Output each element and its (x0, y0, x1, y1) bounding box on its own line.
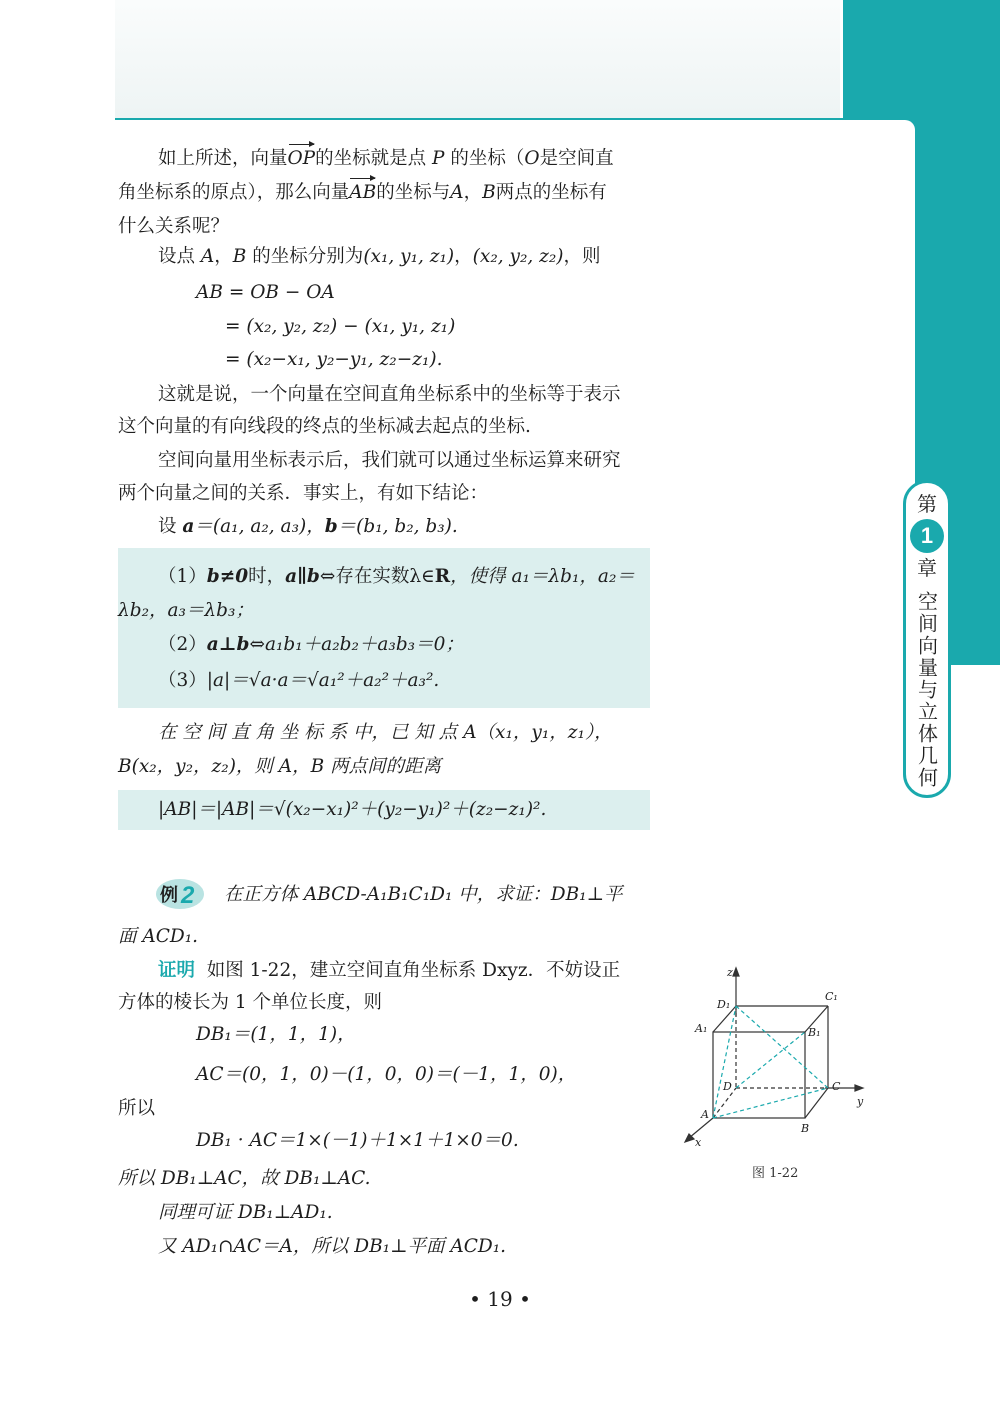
figure-caption: 图 1-22 (752, 1166, 799, 1181)
para3-line2: 这个向量的有向线段的终点的坐标减去起点的坐标. (118, 416, 531, 437)
para1-line3: 什么关系呢？ (118, 216, 230, 237)
para5-line2: B(x₂，y₂，z₂)，则 A，B 两点间的距离 (118, 756, 442, 777)
para4-line1: 空间向量用坐标表示后，我们就可以通过坐标运算来研究 (158, 450, 621, 471)
theorem-item1: （1）b≠0时，a∥b⇔存在实数λ∈R，使得 a₁＝λb₁，a₂＝ (158, 566, 635, 587)
label-x: x (695, 1136, 702, 1149)
para2: 设点 A，B 的坐标分别为(x₁, y₁, z₁)，(x₂, y₂, z₂)，则 (158, 246, 601, 267)
vector-op: OP (288, 142, 316, 176)
theorem-item2: （2）a⊥b⇔a₁b₁＋a₂b₂＋a₃b₃＝0； (158, 634, 464, 655)
example-line2: 面 ACD₁. (118, 926, 199, 947)
derivation-eq1: AB = OB − OA (196, 282, 335, 303)
label-D1: D₁ (717, 998, 731, 1011)
theorem-item3: （3）|a|＝√a·a＝√a₁²＋a₂²＋a₃². (158, 670, 440, 691)
proof-label: 证明 (158, 959, 196, 980)
chapter-tab (903, 480, 951, 798)
header-rule (115, 118, 915, 120)
para5-line1: 在 空 间 直 角 坐 标 系 中，已 知 点 A（x₁，y₁，z₁）， (158, 722, 613, 743)
label-B1: B₁ (808, 1026, 821, 1039)
proof-so: 所以 (118, 1098, 156, 1119)
vector-ab: AB (349, 176, 376, 210)
label-A: A (701, 1108, 709, 1121)
chapter-number: 1 (910, 519, 944, 553)
label-C1: C₁ (825, 990, 838, 1003)
header-band (115, 0, 840, 118)
para4-line3: 设 a＝(a₁, a₂, a₃)，b＝(b₁, b₂, b₃). (158, 516, 458, 537)
theorem-item1-cont: λb₂，a₃＝λb₃； (118, 600, 254, 621)
distance-formula: |AB|＝|AB|＝√(x₂−x₁)²＋(y₂−y₁)²＋(z₂−z₁)². (158, 799, 547, 820)
derivation-eq3: = (x₂−x₁, y₂−y₁, z₂−z₁). (225, 349, 443, 370)
label-y: y (857, 1095, 864, 1108)
label-C: C (832, 1080, 841, 1093)
diag-d1c (736, 1006, 828, 1088)
diag-ad1 (713, 1006, 736, 1118)
para1-line1: 如上所述，向量OP的坐标就是点 P 的坐标（O是空间直 (158, 142, 658, 176)
z-axis-arrow (733, 968, 739, 976)
label-A1: A₁ (695, 1022, 708, 1035)
proof-line5: 又 AD₁∩AC＝A，所以 DB₁⊥平面 ACD₁. (158, 1236, 507, 1257)
example-badge (155, 876, 205, 910)
proof-eq1: DB₁＝(1，1，1)， (196, 1024, 356, 1045)
chapter-prefix: 第 (917, 492, 937, 516)
label-B: B (801, 1122, 810, 1135)
para4-line2: 两个向量之间的关系．事实上，有如下结论： (118, 483, 489, 504)
label-z: z (727, 966, 733, 979)
proof-eq2: AC＝(0，1，0)－(1，0，0)＝(－1，1，0)， (196, 1064, 577, 1085)
chapter-suffix: 章 (917, 556, 937, 580)
page-number: • 19 • (469, 1287, 531, 1311)
proof-line3: 所以 DB₁⊥AC，故 DB₁⊥AC. (118, 1168, 371, 1189)
proof-line2: 方体的棱长为 1 个单位长度，则 (118, 992, 383, 1013)
label-D: D (723, 1080, 732, 1093)
x-axis (689, 1118, 713, 1138)
proof-line4: 同理可证 DB₁⊥AD₁. (158, 1202, 333, 1223)
cube-front-face (713, 1032, 805, 1118)
example-line1: 在正方体 ABCD-A₁B₁C₁D₁ 中，求证：DB₁⊥平 (224, 884, 623, 905)
cube-figure (675, 960, 875, 1150)
example-badge-icon (155, 876, 205, 910)
derivation-eq2: = (x₂, y₂, z₂) − (x₁, y₁, z₁) (225, 316, 456, 337)
proof-line1: 证明 如图 1-22，建立空间直角坐标系 Dxyz．不妨设正 (158, 959, 621, 981)
example-badge-text: 例 (160, 885, 178, 906)
para1-line2: 角坐标系的原点），那么向量AB的坐标与A，B两点的坐标有 (118, 176, 658, 210)
para3-line1: 这就是说，一个向量在空间直角坐标系中的坐标等于表示 (158, 384, 621, 405)
chapter-title: 空间向量与立体几何 (914, 591, 939, 789)
y-axis-arrow (855, 1085, 863, 1091)
example-badge-number: 2 (181, 882, 195, 909)
diag-db1 (736, 1032, 805, 1088)
proof-eq3: DB₁ · AC＝1×(－1)＋1×1＋1×0＝0. (196, 1130, 519, 1151)
